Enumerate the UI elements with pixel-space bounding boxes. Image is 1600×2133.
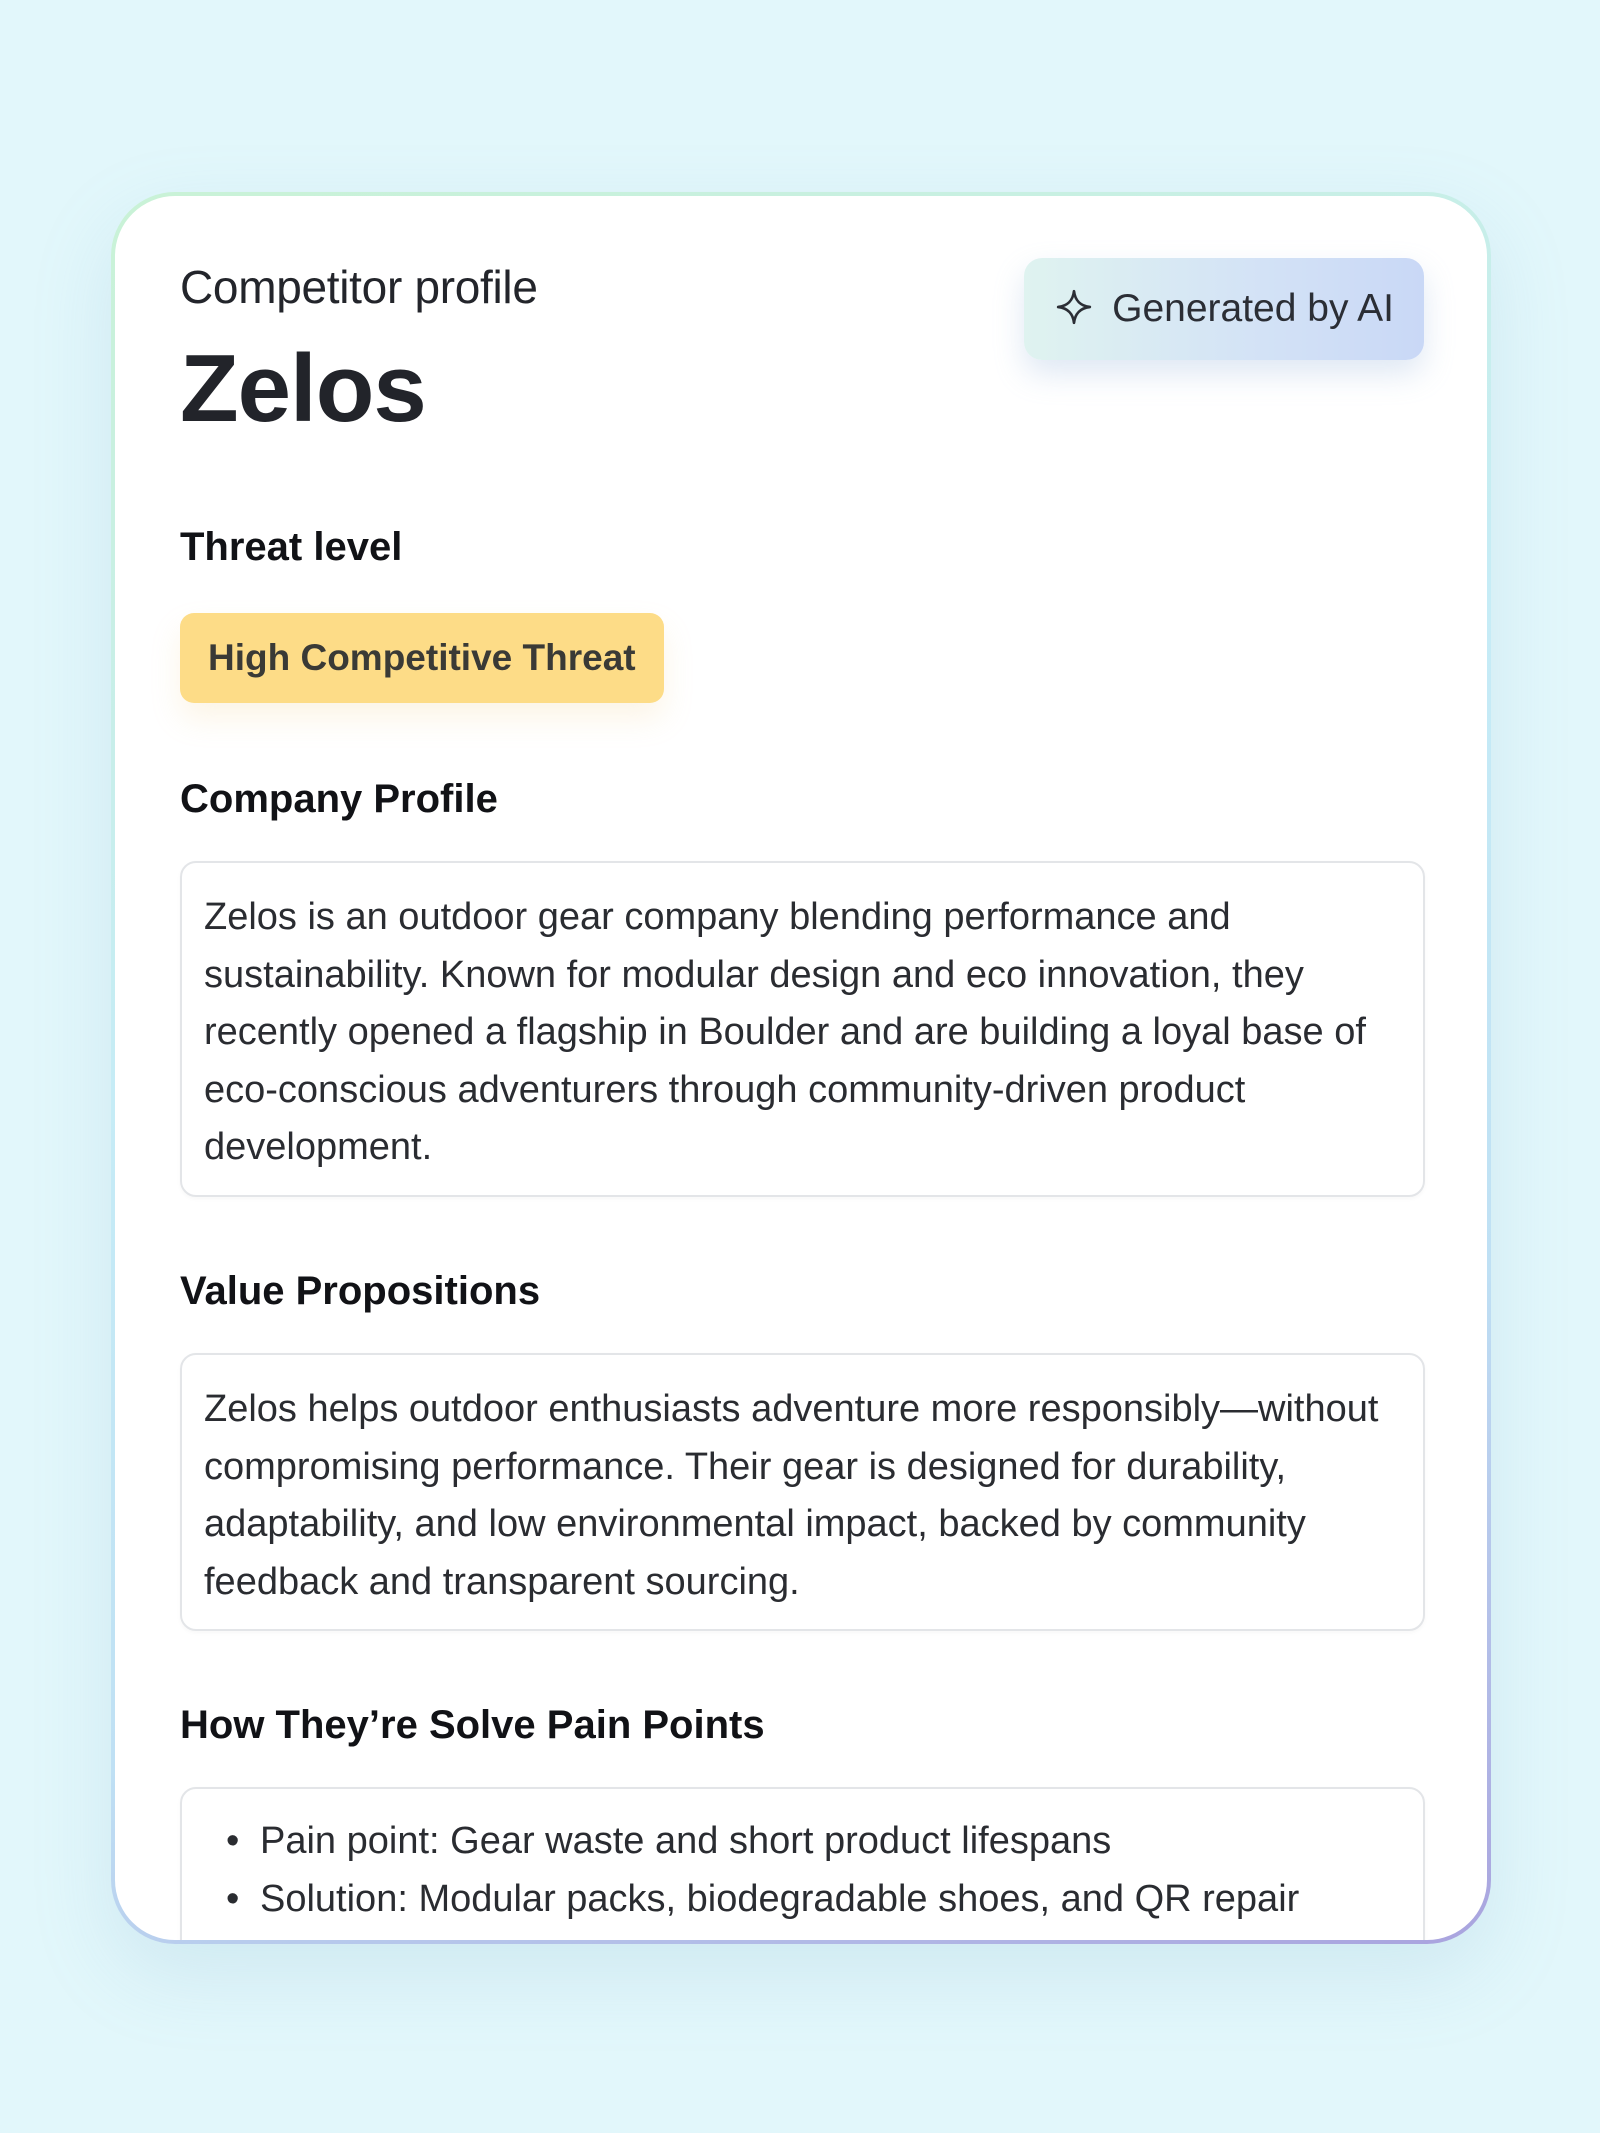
company-name: Zelos — [180, 334, 426, 442]
generated-by-ai-label: Generated by AI — [1112, 287, 1394, 330]
company-profile-text: Zelos is an outdoor gear company blending performance and sustainability. Known for modular design and eco innovation, they recently opened a flagship in Boulder and are building a loyal base of eco-conscious adventurers through community-driven product development. — [204, 896, 1366, 1169]
pain-points-box — [180, 1787, 1425, 1940]
pain-points-list — [204, 1813, 1401, 1928]
card-border — [111, 192, 1491, 1944]
pain-points-heading: How They’re Solve Pain Points — [180, 1703, 765, 1748]
threat-level-heading: Threat level — [180, 525, 403, 570]
list-item: • Pain point: Gear waste and short product lifespans — [204, 1813, 1401, 1871]
value-propositions-text: Zelos helps outdoor enthusiasts adventure more responsibly—without compromising performance. Their gear is designed for durability, adaptability, and low environmental impact, backed by community feedback and transparent sourcing. — [204, 1388, 1379, 1603]
sparkle-icon — [1054, 287, 1094, 332]
threat-level-badge: High Competitive Threat — [180, 613, 664, 703]
generated-by-ai-badge[interactable] — [1024, 258, 1424, 360]
competitor-profile-card — [115, 196, 1487, 1940]
company-profile-heading: Company Profile — [180, 777, 498, 822]
value-propositions-heading: Value Propositions — [180, 1269, 541, 1314]
eyebrow-label: Competitor profile — [180, 261, 538, 313]
list-item: • Solution: Modular packs, biodegradable shoes, and QR repair — [204, 1871, 1401, 1929]
company-profile-box — [180, 861, 1425, 1197]
value-propositions-box — [180, 1353, 1425, 1631]
